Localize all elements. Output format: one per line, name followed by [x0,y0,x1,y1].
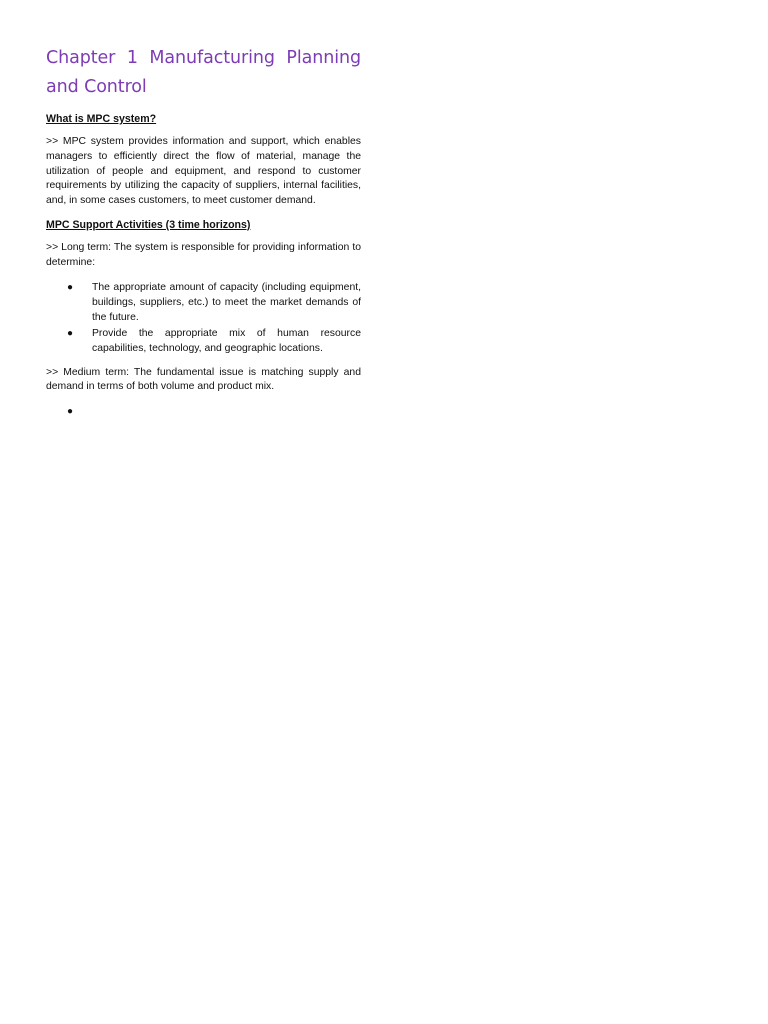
list-item-text: The appropriate amount of capacity (including equipment, buildings, suppliers, etc.) to meet the market demands of the future. [92,281,361,323]
medium-term-list [46,404,361,420]
section-heading-support-activities: MPC Support Activities (3 time horizons) [46,218,251,231]
bullet-icon: ● [67,328,74,340]
list-item [46,404,361,420]
list-item [46,280,361,326]
page-title: Chapter 1 Manufacturing Planning and Control [46,48,361,97]
list-item-text: Provide the appropriate mix of human resource capabilities, technology, and geographic locations. [92,328,361,355]
long-term-list [46,280,361,357]
long-term-paragraph: >> Long term: The system is responsible for providing information to determine: [46,241,361,268]
document-page [46,44,361,421]
bullet-icon: ● [67,281,74,293]
list-item [46,326,361,356]
bullet-icon: ● [67,406,74,418]
section-heading-what-is-mpc: What is MPC system? [46,113,157,125]
medium-term-paragraph: >> Medium term: The fundamental issue is matching supply and demand in terms of both volume and product mix. [46,366,361,393]
mpc-definition-paragraph: >> MPC system provides information and support, which enables managers to efficiently direct the flow of material, manage the utilization of people and equipment, and respond to customer requirements by utilizing the capacity of suppliers, internal facilities, and, in some cases customers, to meet customer demand. [46,136,361,207]
